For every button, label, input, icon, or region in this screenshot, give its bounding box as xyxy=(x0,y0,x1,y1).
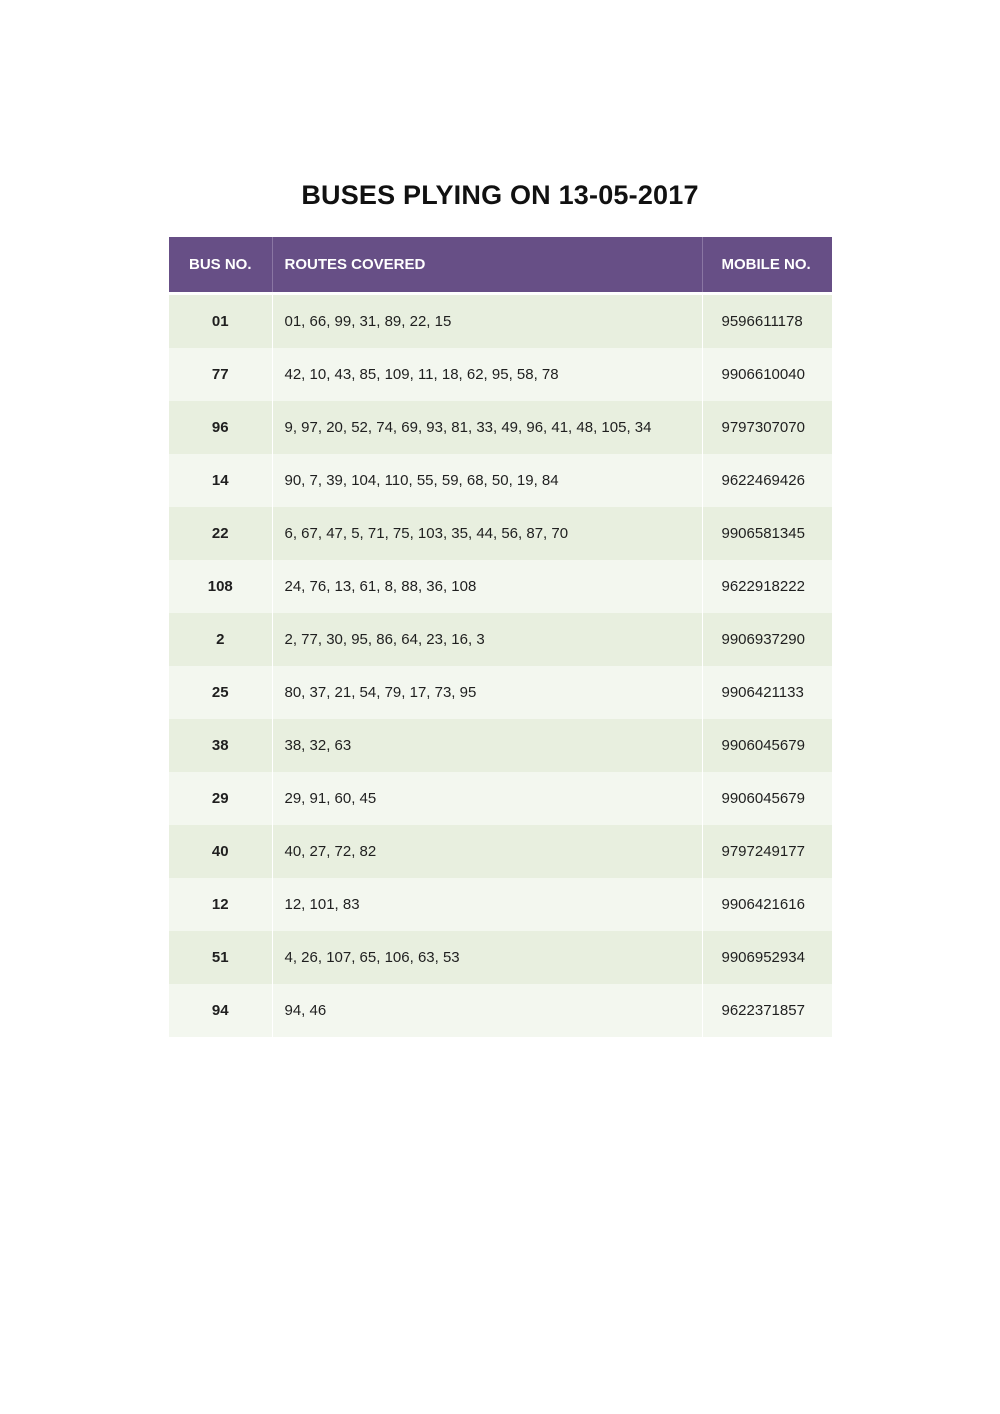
table-row xyxy=(169,666,832,719)
table-row xyxy=(169,613,832,666)
routes-cell: 38, 32, 63 xyxy=(272,719,702,772)
routes-cell: 4, 26, 107, 65, 106, 63, 53 xyxy=(272,931,702,984)
bus-number-cell: 108 xyxy=(169,560,272,613)
mobile-cell: 9906952934 xyxy=(702,931,832,984)
table-row xyxy=(169,984,832,1037)
bus-number-cell: 14 xyxy=(169,454,272,507)
routes-cell: 29, 91, 60, 45 xyxy=(272,772,702,825)
bus-number-cell: 38 xyxy=(169,719,272,772)
table-row xyxy=(169,931,832,984)
table-body xyxy=(169,294,832,1038)
bus-number-cell: 40 xyxy=(169,825,272,878)
routes-cell: 12, 101, 83 xyxy=(272,878,702,931)
mobile-cell: 9906581345 xyxy=(702,507,832,560)
bus-number-cell: 2 xyxy=(169,613,272,666)
routes-cell: 24, 76, 13, 61, 8, 88, 36, 108 xyxy=(272,560,702,613)
mobile-cell: 9906045679 xyxy=(702,719,832,772)
header-mobile-no: MOBILE NO. xyxy=(702,237,832,294)
bus-schedule-table xyxy=(169,237,832,1037)
mobile-cell: 9622469426 xyxy=(702,454,832,507)
table-row xyxy=(169,772,832,825)
table-row xyxy=(169,825,832,878)
routes-cell: 42, 10, 43, 85, 109, 11, 18, 62, 95, 58, 78 xyxy=(272,348,702,401)
page-title: BUSES PLYING ON 13-05-2017 xyxy=(301,180,699,210)
bus-number-cell: 51 xyxy=(169,931,272,984)
bus-number-cell: 29 xyxy=(169,772,272,825)
routes-cell: 94, 46 xyxy=(272,984,702,1037)
mobile-cell: 9906421616 xyxy=(702,878,832,931)
mobile-cell: 9622371857 xyxy=(702,984,832,1037)
mobile-cell: 9906045679 xyxy=(702,772,832,825)
routes-cell: 80, 37, 21, 54, 79, 17, 73, 95 xyxy=(272,666,702,719)
bus-number-cell: 77 xyxy=(169,348,272,401)
header-bus-no: BUS NO. xyxy=(169,237,272,294)
mobile-cell: 9906610040 xyxy=(702,348,832,401)
table-row xyxy=(169,294,832,349)
routes-cell: 90, 7, 39, 104, 110, 55, 59, 68, 50, 19, 84 xyxy=(272,454,702,507)
bus-number-cell: 22 xyxy=(169,507,272,560)
mobile-cell: 9906937290 xyxy=(702,613,832,666)
bus-number-cell: 25 xyxy=(169,666,272,719)
mobile-cell: 9622918222 xyxy=(702,560,832,613)
mobile-cell: 9797307070 xyxy=(702,401,832,454)
table-header-row xyxy=(169,237,832,294)
table-row xyxy=(169,507,832,560)
mobile-cell: 9906421133 xyxy=(702,666,832,719)
table-row xyxy=(169,401,832,454)
table-row xyxy=(169,878,832,931)
bus-number-cell: 12 xyxy=(169,878,272,931)
table-row xyxy=(169,560,832,613)
routes-cell: 6, 67, 47, 5, 71, 75, 103, 35, 44, 56, 87, 70 xyxy=(272,507,702,560)
routes-cell: 9, 97, 20, 52, 74, 69, 93, 81, 33, 49, 96, 41, 48, 105, 34 xyxy=(272,401,702,454)
bus-number-cell: 94 xyxy=(169,984,272,1037)
routes-cell: 40, 27, 72, 82 xyxy=(272,825,702,878)
table-row xyxy=(169,348,832,401)
bus-number-cell: 96 xyxy=(169,401,272,454)
header-routes-covered: ROUTES COVERED xyxy=(272,237,702,294)
table-row xyxy=(169,719,832,772)
mobile-cell: 9596611178 xyxy=(702,294,832,349)
routes-cell: 2, 77, 30, 95, 86, 64, 23, 16, 3 xyxy=(272,613,702,666)
routes-cell: 01, 66, 99, 31, 89, 22, 15 xyxy=(272,294,702,349)
mobile-cell: 9797249177 xyxy=(702,825,832,878)
table-row xyxy=(169,454,832,507)
bus-number-cell: 01 xyxy=(169,294,272,349)
